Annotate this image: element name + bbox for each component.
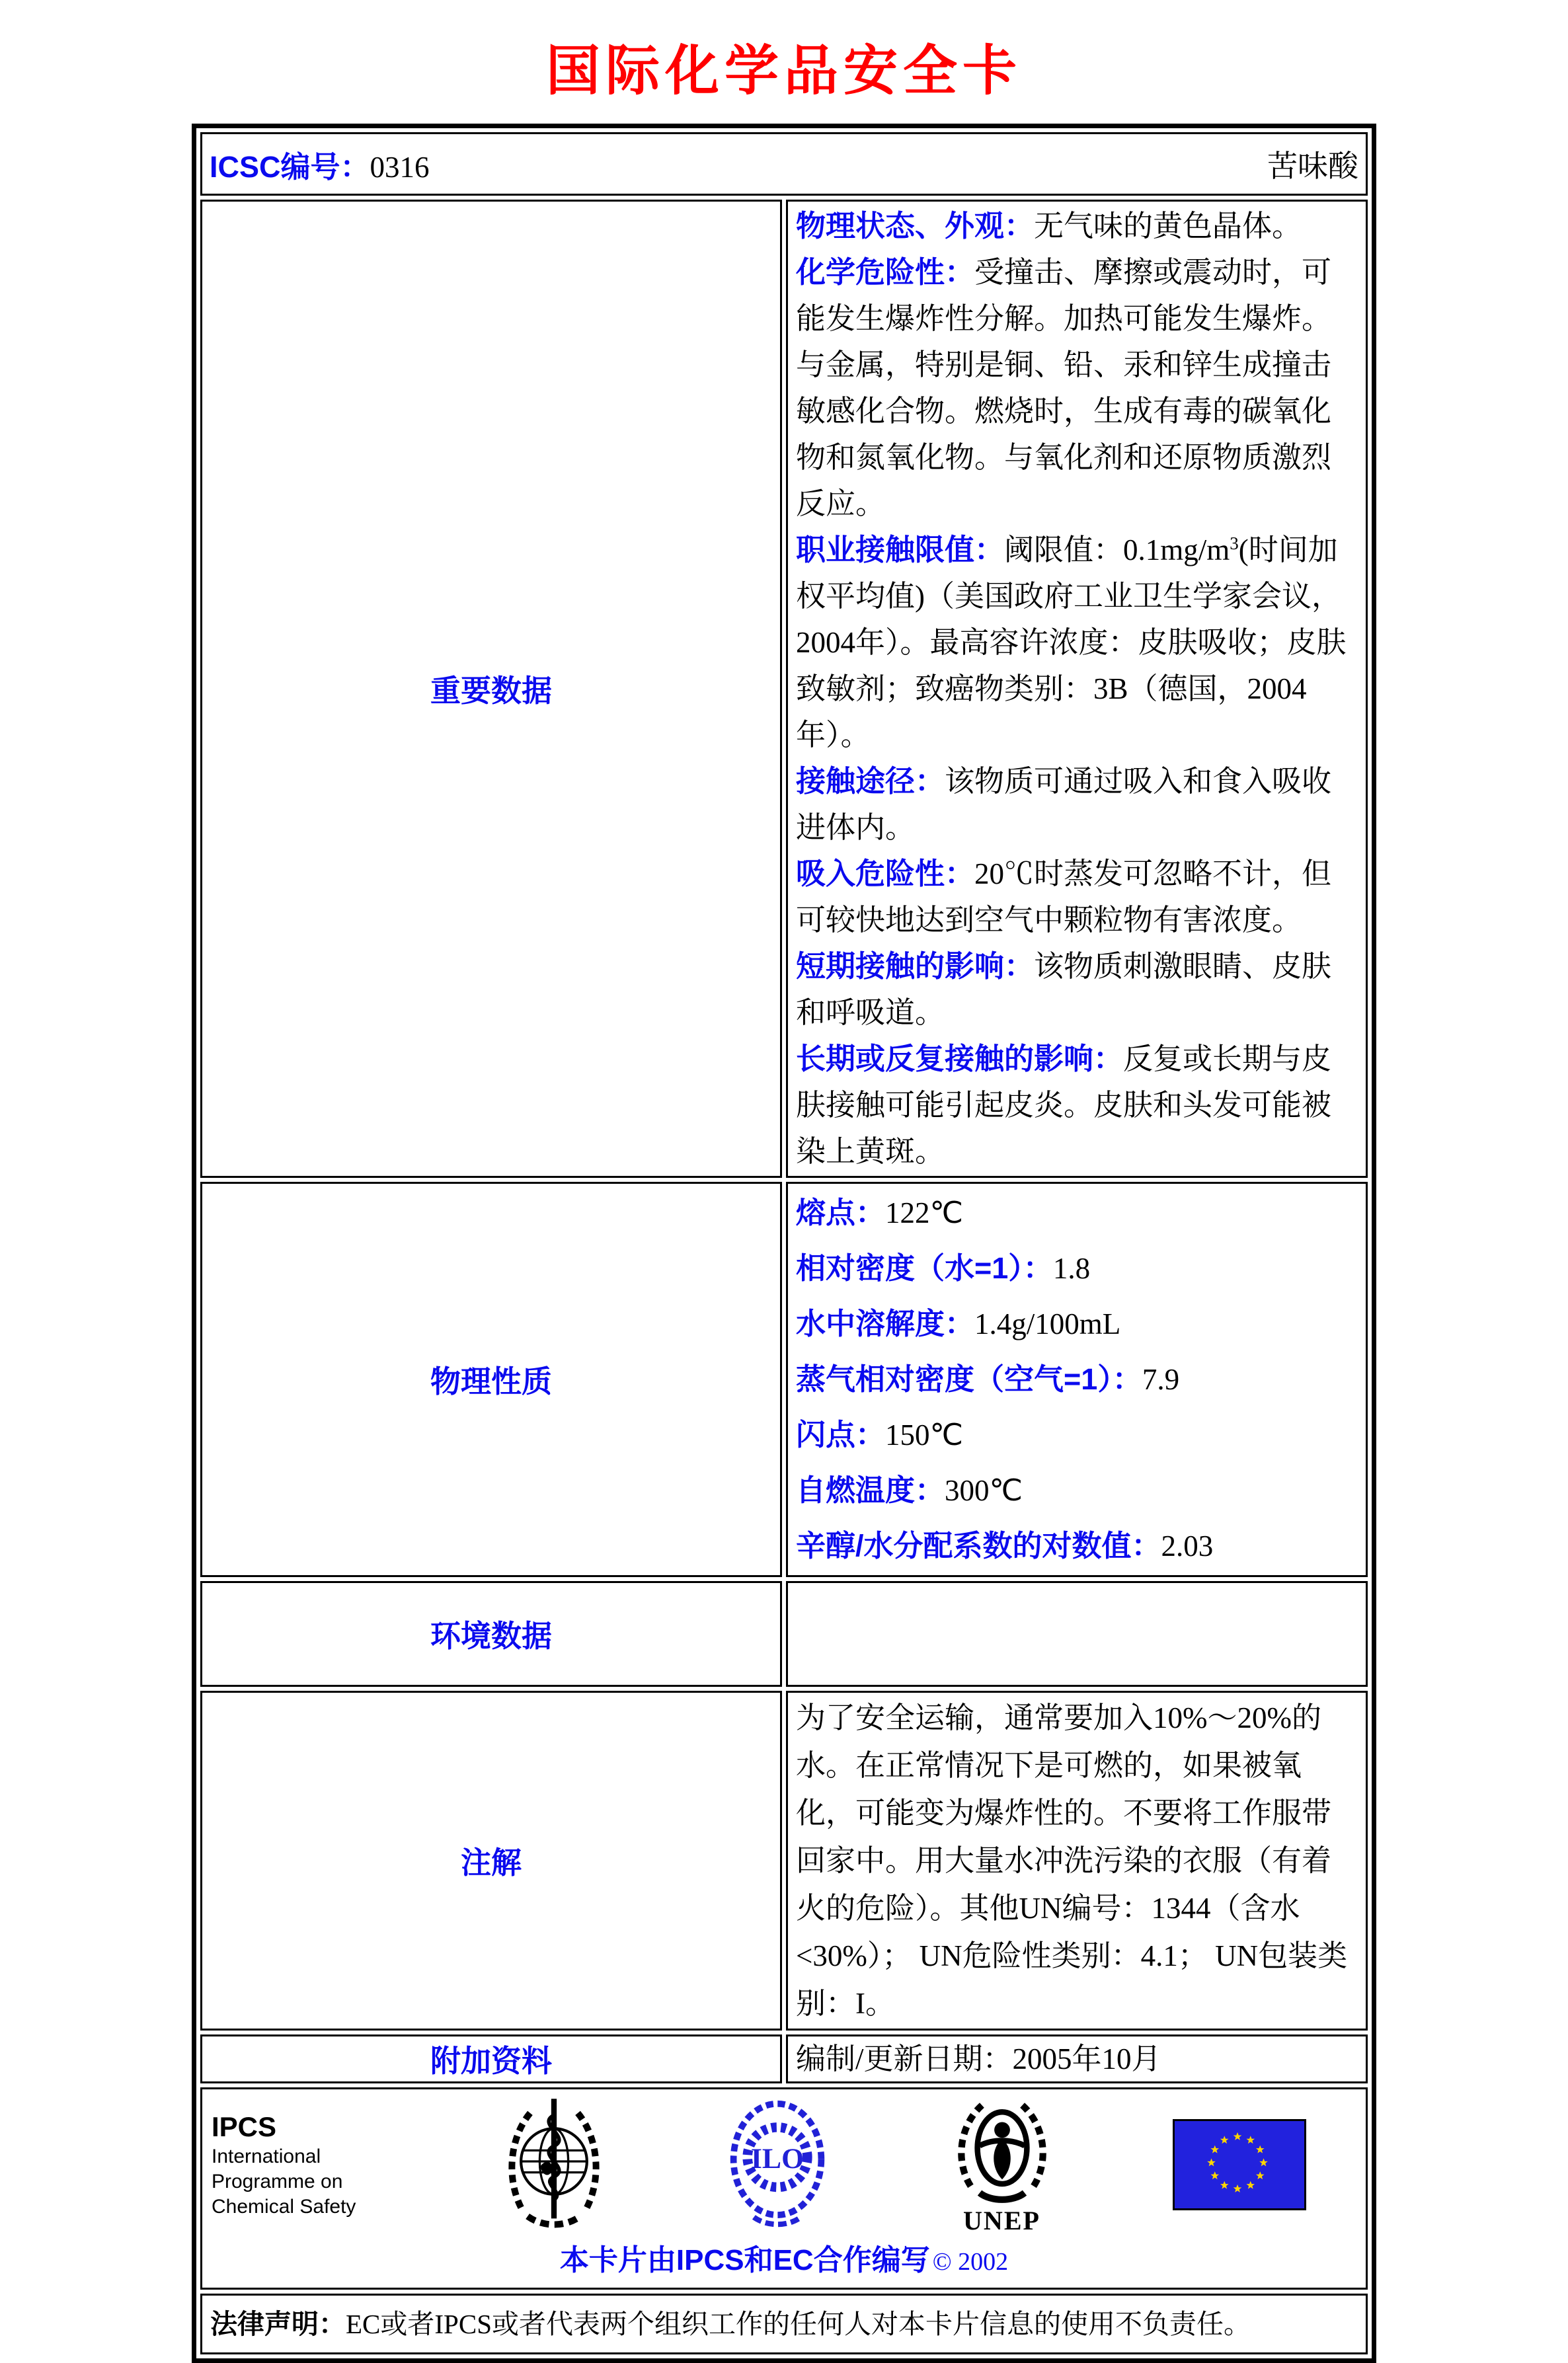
- unep-logo: [946, 2094, 1058, 2235]
- text-line: 蒸气相对密度（空气=1）：7.9: [796, 1362, 1180, 1396]
- additional-info-content: [786, 2034, 1368, 2083]
- icsc-number-group: [210, 143, 430, 186]
- ipcs-line-3: Chemical Safety: [212, 2196, 356, 2218]
- credit-line: [209, 2236, 1359, 2284]
- text-line: 自燃温度：300℃: [796, 1473, 1023, 1507]
- text-line: 化学危险性：受撞击、摩擦或震动时，可能发生爆炸性分解。加热可能发生爆炸。与金属，特别是铜、铅、汞和锌生成撞击敏感化合物。燃烧时，生成有毒的碳氧化物和氮氧化物。与氧化剂和还原物质激烈反应。: [796, 255, 1332, 520]
- eu-flag: [1173, 2119, 1306, 2210]
- section-label-additional: 附加资料: [200, 2034, 782, 2083]
- who-logo-graphic: [498, 2093, 609, 2236]
- important-data-content: [786, 200, 1368, 1178]
- environment-data-row: [200, 1581, 1368, 1687]
- text-line: 水中溶解度：1.4g/100mL: [796, 1307, 1121, 1340]
- text-line: 编制/更新日期：2005年10月: [796, 2042, 1161, 2075]
- legal-row: [200, 2294, 1368, 2354]
- text-line: 闪点：150℃: [796, 1418, 964, 1452]
- header-row: [200, 132, 1368, 196]
- text-line: 相对密度（水=1）：1.8: [796, 1251, 1091, 1285]
- eu-flag-stars: [1175, 2121, 1300, 2204]
- text-line: 熔点：122℃: [796, 1196, 964, 1229]
- ilo-logo: [724, 2097, 831, 2232]
- svg-text:ILO: ILO: [750, 2142, 804, 2175]
- text-line: 短期接触的影响：该物质刺激眼睛、皮肤和呼吸道。: [796, 949, 1332, 1029]
- notes-row: [200, 1691, 1368, 2031]
- important-data-row: [200, 200, 1368, 1178]
- who-logo: [498, 2093, 609, 2236]
- ipcs-text-block: [212, 2110, 383, 2220]
- physical-properties-content: [786, 1182, 1368, 1577]
- page-title: 国际化学品安全卡: [545, 41, 1022, 101]
- unep-logo-graphic: [946, 2094, 1058, 2206]
- text-line: 物理状态、外观：无气味的黄色晶体。: [796, 209, 1302, 243]
- section-label-important: 重要数据: [200, 200, 782, 1178]
- ipcs-line-2: Programme on: [212, 2171, 343, 2192]
- text-line: 接触途径：该物质可通过吸入和食入吸收进体内。: [796, 764, 1332, 844]
- physical-properties-row: [200, 1182, 1368, 1577]
- section-label-physical: 物理性质: [200, 1182, 782, 1577]
- logos-row: [209, 2093, 1359, 2236]
- legal-label: 法律声明：: [210, 2309, 346, 2339]
- ilo-logo-graphic: [724, 2097, 831, 2232]
- notes-content: [786, 1691, 1368, 2031]
- substance-name: 苦味酸: [1267, 149, 1358, 183]
- text-line: 职业接触限值：阈限值：$0.1mg/m^3$(时间加权平均值)（美国政府工业卫生学家会议，2004年）。最高容许浓度：皮肤吸收；皮肤致敏剂；致癌物类别：3B（德国，2004年）。: [796, 533, 1347, 752]
- text-line: 吸入危险性：20℃时蒸发可忽略不计，但可较快地达到空气中颗粒物有害浓度。: [796, 857, 1332, 937]
- environment-data-content: [786, 1581, 1368, 1687]
- additional-info-row: [200, 2034, 1368, 2083]
- icsc-number-label: ICSC编号：: [210, 149, 370, 184]
- safety-card-table: [192, 124, 1376, 2363]
- section-label-notes: 注解: [200, 1691, 782, 2031]
- ipcs-line-1: International: [212, 2146, 321, 2167]
- ipcs-title: IPCS: [212, 2111, 277, 2142]
- credit-text: 本卡片由IPCS和EC合作编写: [559, 2244, 930, 2276]
- legal-text: EC或者IPCS或者代表两个组织工作的任何人对本卡片信息的使用不负责任。: [346, 2309, 1251, 2339]
- section-label-environment: 环境数据: [200, 1581, 782, 1687]
- unep-logo-text: UNEP: [963, 2206, 1040, 2235]
- text-line: 长期或反复接触的影响：反复或长期与皮肤接触可能引起皮炎。皮肤和头发可能被染上黄斑。: [796, 1042, 1332, 1168]
- text-line: 辛醇/水分配系数的对数值：2.03: [796, 1529, 1214, 1563]
- icsc-number-value: 0316: [370, 150, 430, 184]
- text-line: 为了安全运输，通常要加入10%～20%的水。在正常情况下是可燃的，如果被氧化，可能变为爆炸性的。不要将工作服带回家中。用大量水冲洗污染的衣服（有着火的危险）。其他UN编号：1344（含水<30%）； UN危险性类别：4.1； UN包装类别：I。: [796, 1701, 1348, 2020]
- footer-row: [200, 2087, 1368, 2290]
- copyright-text: © 2002: [932, 2248, 1009, 2276]
